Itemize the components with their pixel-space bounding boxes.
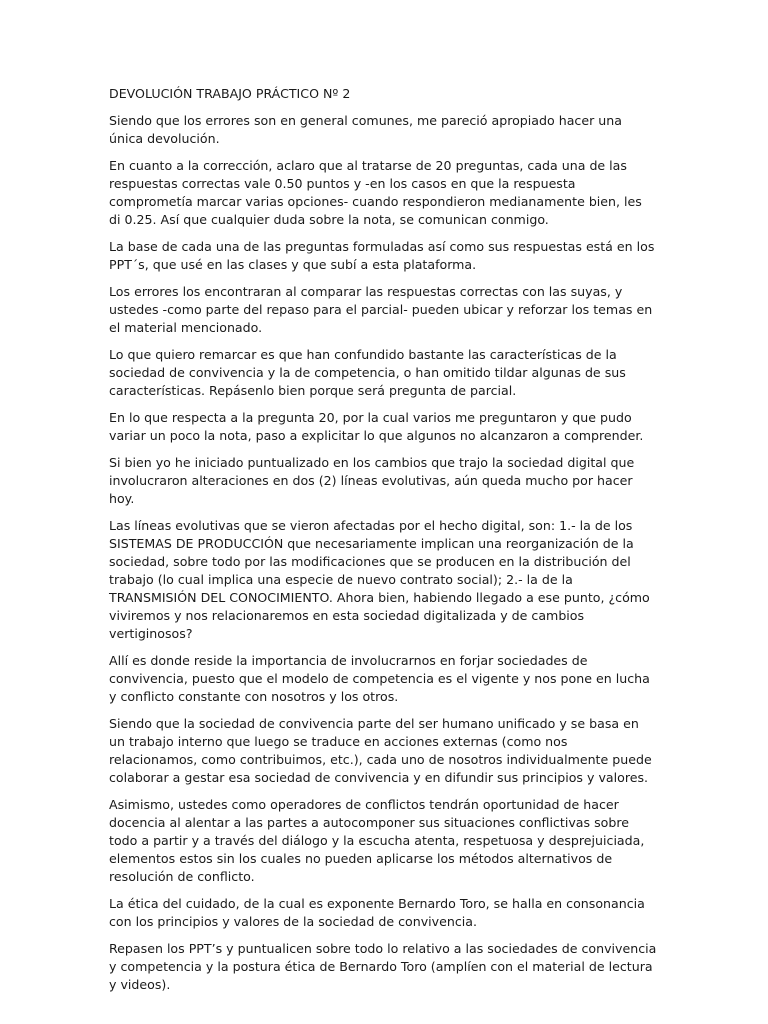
paragraph-7: Si bien yo he iniciado puntualizado en los cambios que trajo la sociedad digital que involucraron alteraciones en dos (2) líneas evolutivas, aún queda mucho por hacer hoy. <box>109 455 635 506</box>
paragraph-12: La ética del cuidado, de la cual es exponente Bernardo Toro, se halla en consonancia con los principios y valores de la sociedad de convivencia. <box>109 896 645 929</box>
paragraph-2: En cuanto a la corrección, aclaro que al tratarse de 20 preguntas, cada una de las respuestas correctas vale 0.50 puntos y -en los casos en que la respuesta comprometía marcar varias opciones- cuando respondieron medianamente bien, les di 0.25. Así que cualquier duda sobre la nota, se comunican conmigo. <box>109 158 642 227</box>
paragraph-9: Allí es donde reside la importancia de involucrarnos en forjar sociedades de convivencia, puesto que el modelo de competencia es el vigente y nos pone en lucha y conflicto constante con nosotros y los otros. <box>109 653 650 704</box>
paragraph-6: En lo que respecta a la pregunta 20, por la cual varios me preguntaron y que pudo variar un poco la nota, paso a explicitar lo que algunos no alcanzaron a comprender. <box>109 410 644 443</box>
paragraph-8: Las líneas evolutivas que se vieron afectadas por el hecho digital, son: 1.- la de los SISTEMAS DE PRODUCCIÓN que necesariamente implican una reorganización de la sociedad, sobre todo por las modificaciones que se producen en la distribución del trabajo (lo cual implica una especie de nuevo contrato social); 2.- la de la TRANSMISIÓN DEL CONOCIMIENTO. Ahora bien, habiendo llegado a ese punto, ¿cómo viviremos y nos relacionaremos en esta sociedad digitalizada y de cambios vertiginosos? <box>109 518 650 641</box>
paragraph-11: Asimismo, ustedes como operadores de conflictos tendrán oportunidad de hacer docencia al alentar a las partes a autocomponer sus situaciones conflictivas sobre todo a partir y a través del diálogo y la escucha atenta, respetuosa y desprejuiciada, elementos estos sin los cuales no pueden aplicarse los métodos alternativos de resolución de conflicto. <box>109 797 645 884</box>
document-title: DEVOLUCIÓN TRABAJO PRÁCTICO Nº 2 <box>109 86 351 101</box>
paragraph-4: Los errores los encontraran al comparar las respuestas correctas con las suyas, y ustedes -como parte del repaso para el parcial- pueden ubicar y reforzar los temas en el material mencionado. <box>109 284 653 335</box>
paragraph-10: Siendo que la sociedad de convivencia parte del ser humano unificado y se basa en un trabajo interno que luego se traduce en acciones externas (como nos relacionamos, como contribuimos, etc.), cada uno de nosotros individualmente puede colaborar a gestar esa sociedad de convivencia y en difundir sus principios y valores. <box>109 716 652 785</box>
paragraph-13: Repasen los PPT’s y puntualicen sobre todo lo relativo a las sociedades de convivencia y competencia y la postura ética de Bernardo Toro (amplíen con el material de lectura y videos). <box>109 941 657 992</box>
paragraph-1: Siendo que los errores son en general comunes, me pareció apropiado hacer una única devolución. <box>109 113 622 146</box>
paragraph-3: La base de cada una de las preguntas formuladas así como sus respuestas está en los PPT´s, que usé en las clases y que subí a esta plataforma. <box>109 239 655 272</box>
document-page <box>109 85 657 1003</box>
paragraph-5: Lo que quiero remarcar es que han confundido bastante las características de la sociedad de convivencia y la de competencia, o han omitido tildar algunas de sus características. Repásenlo bien porque será pregunta de parcial. <box>109 347 626 398</box>
